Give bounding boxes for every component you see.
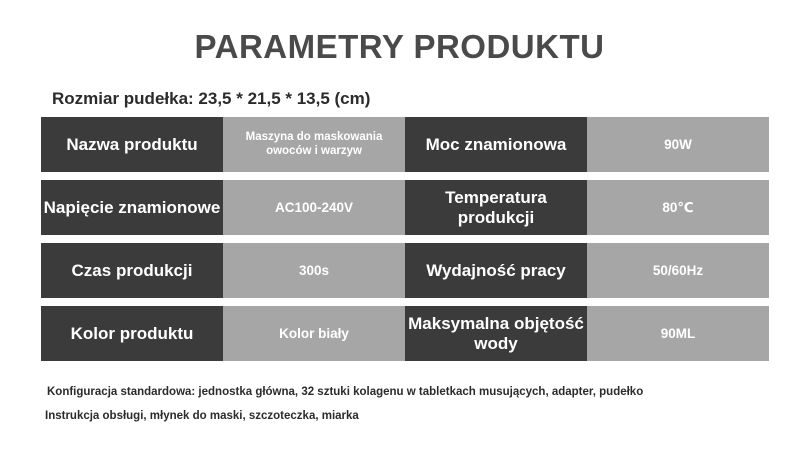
spec-table <box>41 117 769 369</box>
spec-label: Wydajność pracy <box>405 243 587 298</box>
spec-label: Kolor produktu <box>41 306 223 361</box>
spec-value: 80℃ <box>587 180 769 235</box>
spec-row <box>41 117 769 172</box>
page-title: PARAMETRY PRODUKTU <box>194 28 605 65</box>
spec-value: 300s <box>223 243 405 298</box>
package-contents <box>45 380 643 428</box>
box-size-text: Rozmiar pudełka: 23,5 * 21,5 * 13,5 (cm) <box>52 89 371 108</box>
spec-row <box>41 243 769 298</box>
spec-row <box>41 180 769 235</box>
package-contents-line: Instrukcja obsługi, młynek do maski, szczoteczka, miarka <box>45 410 359 422</box>
spec-label: Napięcie znamionowe <box>41 180 223 235</box>
spec-label: Czas produkcji <box>41 243 223 298</box>
spec-value: Maszyna do maskowania owoców i warzyw <box>223 117 405 172</box>
spec-label: Moc znamionowa <box>405 117 587 172</box>
spec-value: Kolor biały <box>223 306 405 361</box>
spec-row <box>41 306 769 361</box>
spec-value: 90ML <box>587 306 769 361</box>
package-contents-line: Konfiguracja standardowa: jednostka główna, 32 sztuki kolagenu w tabletkach musujących, adapter, pudełko <box>47 386 644 398</box>
spec-value: AC100-240V <box>223 180 405 235</box>
spec-label: Temperatura produkcji <box>405 180 587 235</box>
spec-label: Maksymalna objętość wody <box>405 306 587 361</box>
spec-value: 90W <box>587 117 769 172</box>
spec-label: Nazwa produktu <box>41 117 223 172</box>
spec-value: 50/60Hz <box>587 243 769 298</box>
